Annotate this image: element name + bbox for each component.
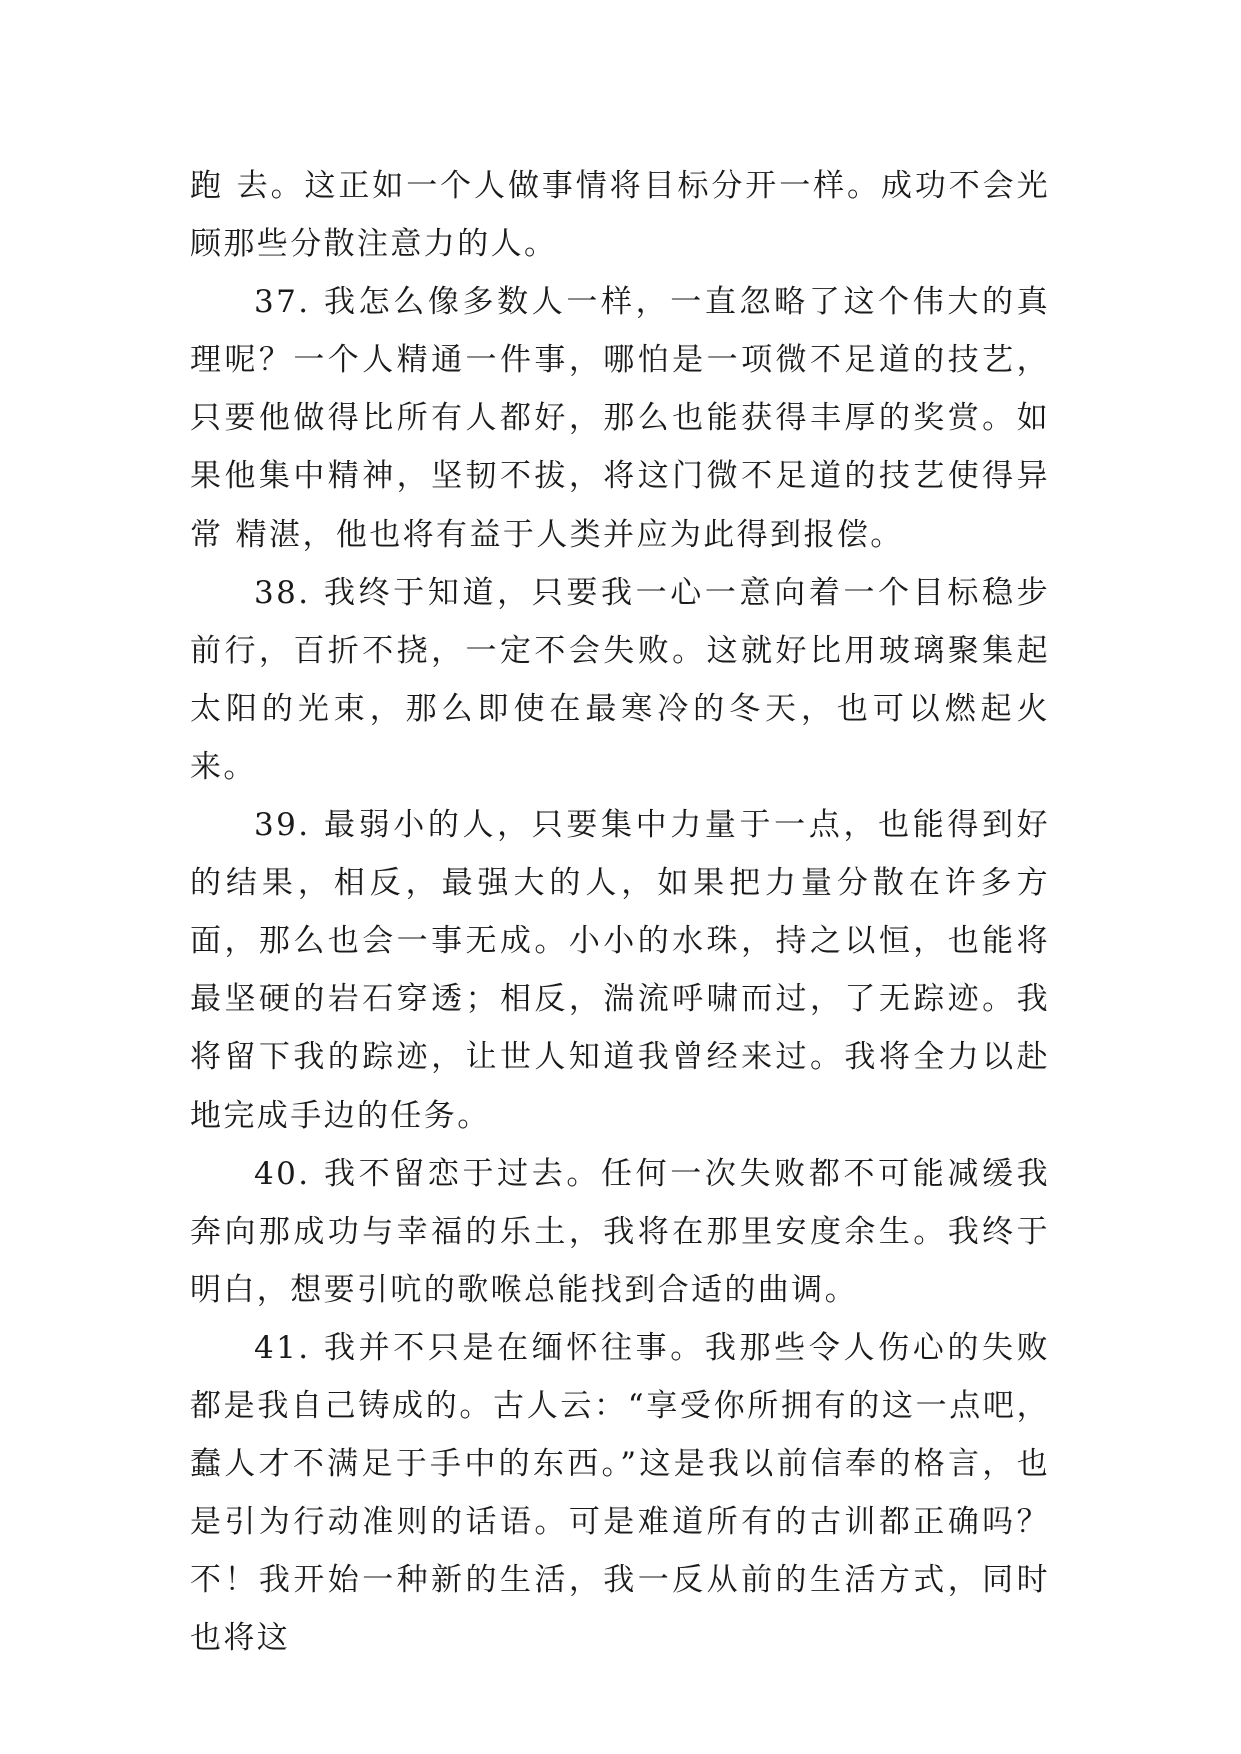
paragraph-continued: 跑 去。这正如一个人做事情将目标分开一样。成功不会光顾那些分散注意力的人。 bbox=[190, 168, 1050, 263]
paragraph-40: 40. 我不留恋于过去。任何一次失败都不可能减缓我奔向那成功与幸福的乐土，我将在那里安度余生。我终于明白，想要引吭的歌喉总能找到合适的曲调。 bbox=[190, 1155, 1050, 1308]
document-body bbox=[190, 157, 1050, 1667]
paragraph-41: 41. 我并不只是在缅怀往事。我那些令人伤心的失败都是我自己铸成的。古人云：“享受你所拥有的这一点吧，蠢人才不满足于手中的东西。”这是我以前信奉的格言，也是引为行动准则的话语。可是难道所有的古训都正确吗？ 不！我开始一种新的生活，我一反从前的生活方式，同时也将这 bbox=[190, 1329, 1050, 1657]
paragraph-38: 38. 我终于知道，只要我一心一意向着一个目标稳步前行，百折不挠，一定不会失败。这就好比用玻璃聚集起太阳的光束，那么即使在最寒冷的冬天，也可以燃起火来。 bbox=[190, 574, 1050, 785]
paragraph-39: 39. 最弱小的人，只要集中力量于一点，也能得到好的结果，相反，最强大的人，如果把力量分散在许多方面，那么也会一事无成。小小的水珠，持之以恒，也能将最坚硬的岩石穿透；相反，湍流呼啸而过，了无踪迹。我将留下我的踪迹，让世人知道我曾经来过。我将全力以赴地完成手边的任务。 bbox=[190, 807, 1050, 1134]
paragraph-37: 37. 我怎么像多数人一样，一直忽略了这个伟大的真理呢？一个人精通一件事，哪怕是一项微不足道的技艺，只要他做得比所有人都好，那么也能获得丰厚的奖赏。如果他集中精神，坚韧不拔，将这门微不足道的技艺使得异常 精湛，他也将有益于人类并应为此得到报偿。 bbox=[190, 284, 1050, 553]
